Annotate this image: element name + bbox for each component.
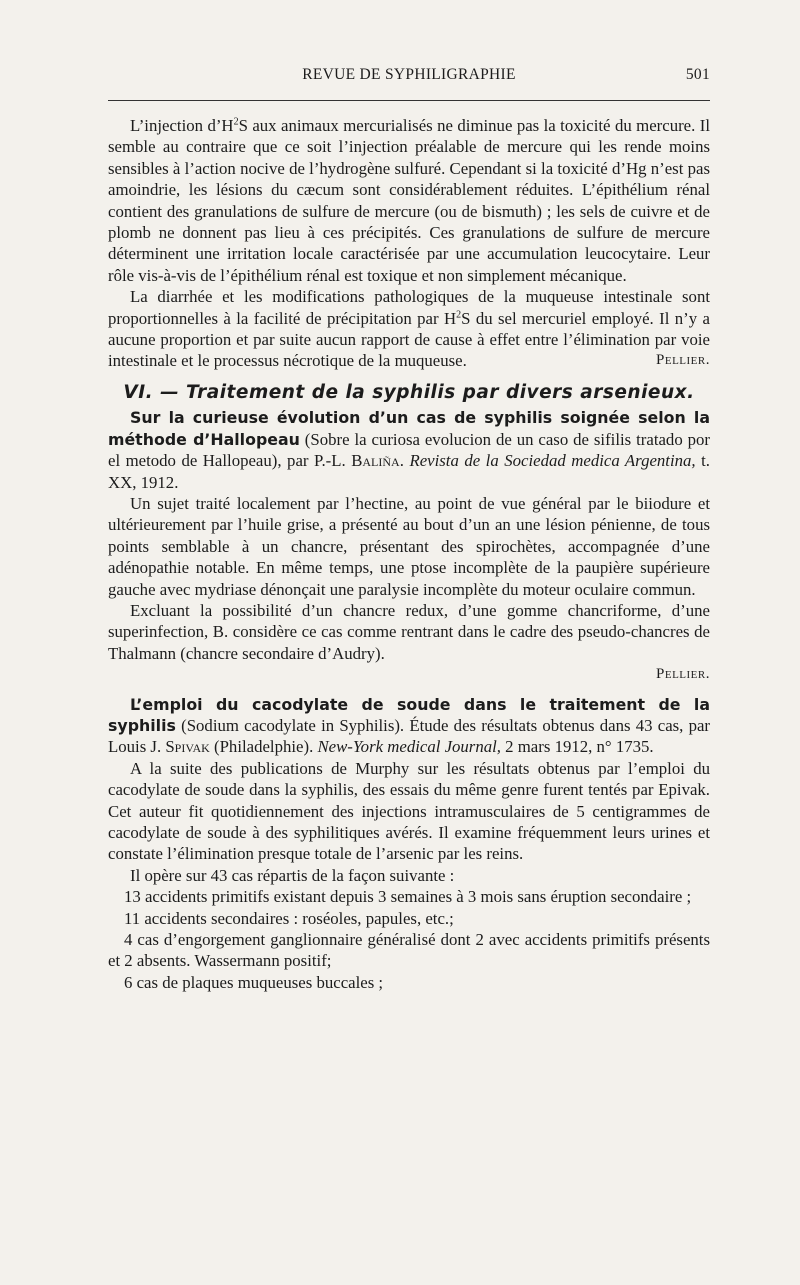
article-heading: L’emploi du cacodylate de soude dans le traitement de la syphilis (Sodium cacodylate in Syphilis). Étude des résultats obtenus dans 43 cas, par Louis J. Spivak (Philadelphie). New-York medical Journal, 2 mars 1912, n° 1735. (108, 694, 710, 757)
page-body (108, 115, 710, 993)
list-item: 13 accidents primitifs existant depuis 3 semaines à 3 mois sans éruption secondaire ; (124, 887, 692, 907)
journal-title: REVUE DE SYPHILIGRAPHIE (302, 66, 516, 83)
header-rule (108, 100, 710, 101)
article-heading: Sur la curieuse évolution d’un cas de syphilis soignée selon la méthode d’Hallopeau (Sobre la curiosa evolucion de un caso de sifilis tratado por el metodo de Hallopeau), par P.-L. Baliña. Revista de la Sociedad medica Argentina, t. XX, 1912. (108, 408, 710, 492)
paragraph: Excluant la possibilité d’un chancre redux, d’une gomme chancriforme, d’une superinfection, B. considère ce cas comme rentrant dans le cadre des pseudo-chancres de Thalmann (chancre secondaire d’Audry). (108, 600, 710, 663)
paragraph: La diarrhée et les modifications pathologiques de la muqueuse intestinale sont proportionnelles à la facilité de précipitation par $H^2S$ du sel mercuriel employé. Il n’y a aucune proportion et par suite aucun rapport de cause à effet entre l’élimination par voie intestinale et le processus nécrotique de la muqueuse. (108, 287, 710, 371)
paragraph: A la suite des publications de Murphy sur les résultats obtenus par l’emploi du cacodylate de soude dans la syphilis, des essais du même genre furent tentés par Epivak. Cet auteur fit quotidiennement des injections intramusculaires de 5 centigrammes de cacodylate de soude à des syphilitiques avérés. Il examine fréquemment leurs urines et constate l’élimination presque totale de l’arsenic par les reins. (108, 758, 710, 864)
case-list (108, 886, 710, 993)
page-number: 501 (685, 66, 710, 83)
signature: Pellier. (656, 352, 710, 369)
paragraph: L’injection $d’H^2S$ aux animaux mercurialisés ne diminue pas la toxicité du mercure. Il semble au contraire que ce soit l’injection préalable de mercure qui les rende moins sensibles à l’action nocive de l’hydrogène sulfuré. Cependant si la toxicité d’Hg n’est pas amoindrie, les lésions du cæcum sont considérablement réduites. L’épithélium rénal contient des granulations de sulfure de mercure (ou de bismuth) ; les sels de cuivre et de plomb ne donnent pas lieu à ces précipités. Ces granulations de sulfure de mercure déterminent une irritation locale caractérisée par une accumulation leucocytaire. Leur rôle vis-à-vis de l’épithélium rénal est toxique et non simplement mécanique. (108, 116, 711, 285)
list-item: 11 accidents secondaires : roséoles, papules, etc.; (124, 908, 454, 928)
list-item: 6 cas de plaques muqueuses buccales ; (124, 972, 384, 992)
running-header (108, 66, 710, 88)
signature: Pellier. (656, 666, 710, 683)
list-item: 4 cas d’engorgement ganglionnaire généralisé dont 2 avec accidents primitifs présents et 2 absents. Wassermann positif; (108, 930, 710, 971)
section-title: VI. — Traitement de la syphilis par divers arsenieux. (123, 381, 695, 403)
paragraph: Un sujet traité localement par l’hectine, au point de vue général par le biiodure et ultérieurement par l’huile grise, a présenté au bout d’un an une lésion pénienne, de tous points semblable à un chancre, présentant des spirochètes, accompagnée d’une adénopathie notable. En même temps, une ptose incomplète de la paupière supérieure gauche avec mydriase dénonçait une paralysie incomplète du moteur oculaire commun. (108, 493, 710, 599)
paragraph: Il opère sur 43 cas répartis de la façon suivante : (130, 865, 455, 885)
